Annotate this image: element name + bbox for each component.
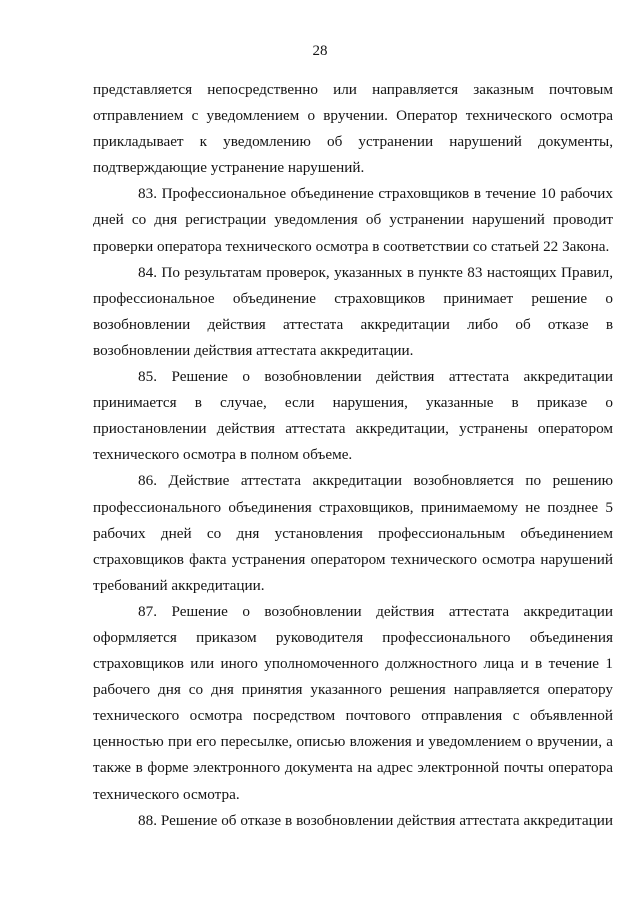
paragraph-continuation: представляется непосредственно или направляется заказным почтовым отправлением с уведомлением о вручении. Оператор технического осмотра прикладывает к уведомлению об устранении нарушений документы, подтверждающие устранение нарушений. xyxy=(93,81,613,177)
paragraph-86: 86. Действие аттестата аккредитации возобновляется по решению профессионального объединения страховщиков, принимаемому не позднее 5 рабочих дней со дня установления профессиональным объединением страховщиков факта устранения оператором технического осмотра нарушений требований аккредитации. xyxy=(93,472,613,594)
paragraph-85: 85. Решение о возобновлении действия аттестата аккредитации принимается в случае, если нарушения, указанные в приказе о приостановлении действия аттестата аккредитации, устранены оператором технического осмотра в полном объеме. xyxy=(93,368,613,464)
paragraph-88: 88. Решение об отказе в возобновлении действия аттестата аккредитации xyxy=(138,811,613,829)
document-body xyxy=(93,77,613,834)
paragraph-84: 84. По результатам проверок, указанных в пункте 83 настоящих Правил, профессиональное объединение страховщиков принимает решение о возобновлении действия аттестата аккредитации либо об отказе в возобновлении действия аттестата аккредитации. xyxy=(93,263,613,359)
paragraph-83: 83. Профессиональное объединение страховщиков в течение 10 рабочих дней со дня регистрации уведомления об устранении нарушений проводит проверки оператора технического осмотра в соответствии со статьей 22 Закона. xyxy=(93,185,613,255)
paragraph-87: 87. Решение о возобновлении действия аттестата аккредитации оформляется приказом руководителя профессионального объединения страховщиков или иного уполномоченного должностного лица и в течение 1 рабочего дня со дня принятия указанного решения направляется оператору технического осмотра посредством почтового отправления с объявленной ценностью при его пересылке, описью вложения и уведомлением о вручении, а также в форме электронного документа на адрес электронной почты оператора технического осмотра. xyxy=(93,602,613,803)
page-number: 28 xyxy=(312,43,328,59)
